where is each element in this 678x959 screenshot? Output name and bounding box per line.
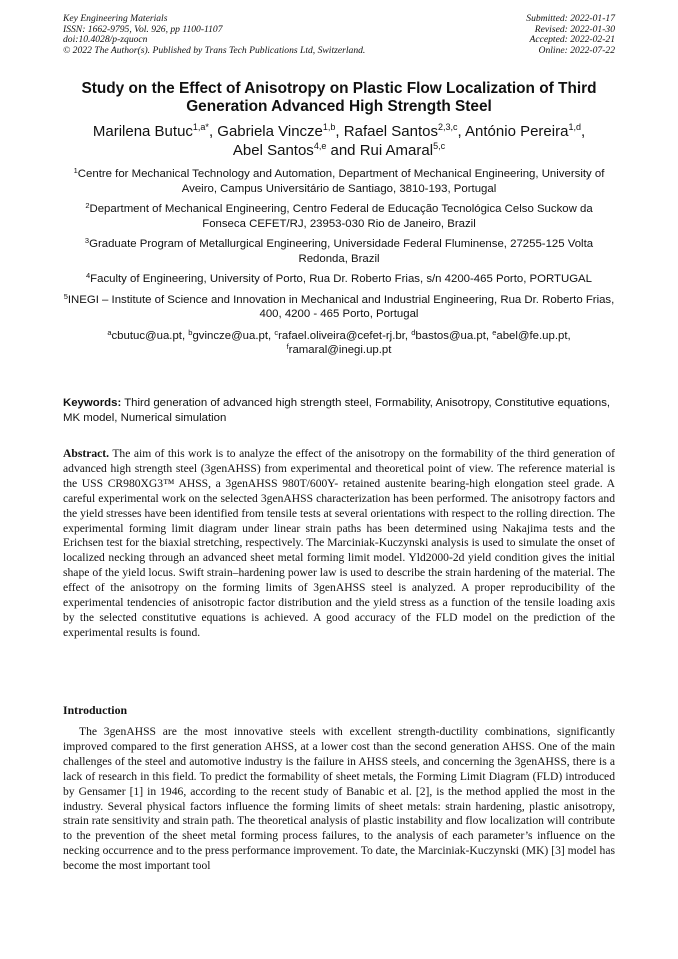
publication-dates: [526, 14, 615, 56]
doi-line: doi:10.4028/p-zquocn: [63, 34, 148, 46]
email-link[interactable]: cbutuc@ua.pt: [111, 329, 182, 342]
journal-info: [63, 14, 365, 56]
paper-title: Study on the Effect of Anisotropy on Plastic Flow Localization of Third Generation Advanced High Strength Steel: [81, 80, 597, 115]
email-link[interactable]: ramaral@inegi.up.pt: [288, 344, 392, 356]
submitted-date: Submitted: 2022-01-17: [526, 13, 615, 24]
issn-line: ISSN: 1662-9795, Vol. 926, pp 1100-1107: [63, 23, 223, 35]
author-affiliation-mark: 1,d: [568, 122, 581, 132]
revised-date: Revised: 2022-01-30: [534, 23, 615, 35]
email-link[interactable]: rafael.oliveira@cefet-rj.br: [278, 329, 405, 342]
affiliation-number: 3: [84, 236, 90, 245]
affiliation: [63, 272, 615, 287]
affiliation: [63, 293, 615, 322]
affiliation-text: Centre for Mechanical Technology and Automation, Department of Mechanical Engineering, University of Aveiro, Campus Universitário de Santiago, 3810-193, Portugal: [77, 168, 605, 195]
email-mark: f: [286, 342, 289, 351]
email-link[interactable]: gvincze@ua.pt: [192, 329, 268, 342]
section-heading-introduction: Introduction: [63, 703, 128, 717]
author-list: [63, 123, 615, 160]
author-name: Rafael Santos: [343, 123, 438, 140]
online-date: Online: 2022-07-22: [538, 44, 615, 56]
email-link[interactable]: abel@fe.up.pt: [496, 329, 568, 342]
email-mark: d: [411, 327, 416, 337]
author-name: Marilena Butuc: [92, 123, 193, 140]
email-separator: ,: [404, 329, 412, 342]
author-separator: and: [326, 141, 360, 159]
author-separator: ,: [580, 123, 586, 140]
affiliation-text: Department of Mechanical Engineering, Centro Federal de Educação Tecnológica Celso Suckow da Fonseca CEFET/RJ, 23953-030 Rio de Janeiro, Brazil: [89, 203, 593, 230]
abstract: [63, 447, 615, 641]
author-affiliation-mark: 1,b: [322, 122, 336, 132]
affiliation: [63, 237, 615, 266]
abstract-text: The aim of this work is to analyze the effect of the anisotropy on the formability of the third generation of advanced high strength steel (3genAHSS) from experimental and theoretical point of view. The reference material is the USS CR980XG3™ AHSS, a 3genAHSS 980T/600Y- retained austenite bearing-high elongation steel grade. A careful experimental work on the selected 3genAHSS characterization has been performed. The anisotropy factors and the yield stresses have been identified from tensile tests at several orientations with respect to the rolling direction. The experimental forming limit diagram under linear strain paths has been determined using Nakajima tests and the Erichsen test for the biaxial stretching, respectively. The Marciniak-Kuczynski analysis is used to simulate the onset of localized necking through an advanced sheet metal forming limit model. Yld2000-2d yield condition gives the initial shape of the yield locus. Swift strain–hardening power law is used to describe the strain hardening of the material. The effect of the anisotropy on the forming limits of 3genAHSS steel is analyzed. A proper reproducibility of the experimental tendencies of anisotropic factor distribution and the yield stress as a function of the tensile loading axis by the selected constitutive equations is achieved. A good accuracy of the FLD model on the prediction of the experimental results is found.: [63, 447, 615, 639]
email-separator: ,: [268, 329, 275, 342]
author: [93, 123, 217, 140]
email-separator: ,: [181, 329, 189, 342]
author-separator: ,: [208, 123, 218, 140]
email-mark: e: [492, 327, 497, 337]
abstract-label: Abstract.: [63, 447, 110, 460]
affiliation-number: 4: [85, 271, 91, 280]
author: [360, 142, 445, 159]
email-separator: ,: [567, 329, 571, 342]
affiliations: [63, 167, 615, 358]
author: [233, 142, 360, 159]
affiliation-number: 5: [63, 291, 68, 301]
author-name: Gabriela Vincze: [217, 123, 323, 140]
author: [344, 123, 465, 140]
author-affiliation-mark: 5,c: [433, 140, 446, 151]
journal-name: Key Engineering Materials: [63, 13, 168, 24]
author: [217, 123, 343, 140]
email-separator: ,: [485, 329, 493, 342]
author-affiliation-mark: 1,a*: [192, 122, 209, 132]
accepted-date: Accepted: 2022-02-21: [529, 34, 615, 46]
author-affiliation-mark: 2,3,c: [438, 122, 458, 132]
affiliation-number: 2: [85, 201, 90, 210]
keywords-text: Third generation of advanced high strength steel, Formability, Anisotropy, Constitutive equations, MK model, Numerical simulation: [63, 397, 611, 424]
affiliation: [63, 202, 615, 231]
keywords: [63, 396, 615, 425]
keywords-label: Keywords:: [63, 397, 122, 409]
author-name: António Pereira: [465, 123, 569, 140]
author: [465, 123, 585, 140]
author-name: Abel Santos: [232, 141, 314, 159]
email-mark: b: [188, 327, 193, 337]
affiliation-text: Graduate Program of Metallurgical Engineering, Universidade Federal Fluminense, 27255-125 Volta Redonda, Brazil: [89, 238, 594, 265]
affiliation-number: 1: [73, 166, 78, 175]
affiliation-text: Faculty of Engineering, University of Porto, Rua Dr. Roberto Frias, s/n 4200-465 Porto, PORTUGAL: [90, 273, 592, 285]
affiliation: [63, 167, 615, 196]
author-separator: ,: [335, 123, 344, 140]
author-separator: ,: [457, 123, 466, 140]
email-link[interactable]: bastos@ua.pt: [415, 329, 486, 342]
email-mark: c: [274, 327, 279, 337]
copyright-line: © 2022 The Author(s). Published by Trans Tech Publications Ltd, Switzerland.: [63, 44, 366, 56]
email-list: [63, 329, 615, 358]
affiliation-text: INEGI – Institute of Science and Innovation in Mechanical and Industrial Engineering, Rua Dr. Roberto Frias, 400, 4200 - 465 Porto, Portugal: [67, 293, 615, 320]
email-mark: a: [107, 327, 112, 337]
author-affiliation-mark: 4,e: [313, 140, 327, 151]
author-name: Rui Amaral: [359, 141, 434, 159]
introduction-text: The 3genAHSS are the most innovative steels with excellent strength-ductility combinations, significantly improved compared to the first generation AHSS, at a lower cost than the second generation AHSS. One of the main challenges of the steel and automotive industry is the failure in AHSS steels, and concerning the 3genAHSS, there is a lack of research in this field. To predict the formability of sheet metals, the Forming Limit Diagram (FLD) introduced by Gensamer [1] in 1946, according to the recent study of Banabic et al. [2], is the method applied the most in the industry. Several physical factors influence the forming limits of sheet metals: strain hardening, plastic anisotropy, strain rate sensitivity and strain path. The theoretical analysis of plastic instability and flow localization will contribute to the prevention of the sheet metal forming process failures, to the analysis of each parameter’s influence on the necking occurrence and to the press performance improvement. To date, the Marciniak-Kuczynski (MK) [3] model has become the most important tool: [63, 725, 615, 873]
